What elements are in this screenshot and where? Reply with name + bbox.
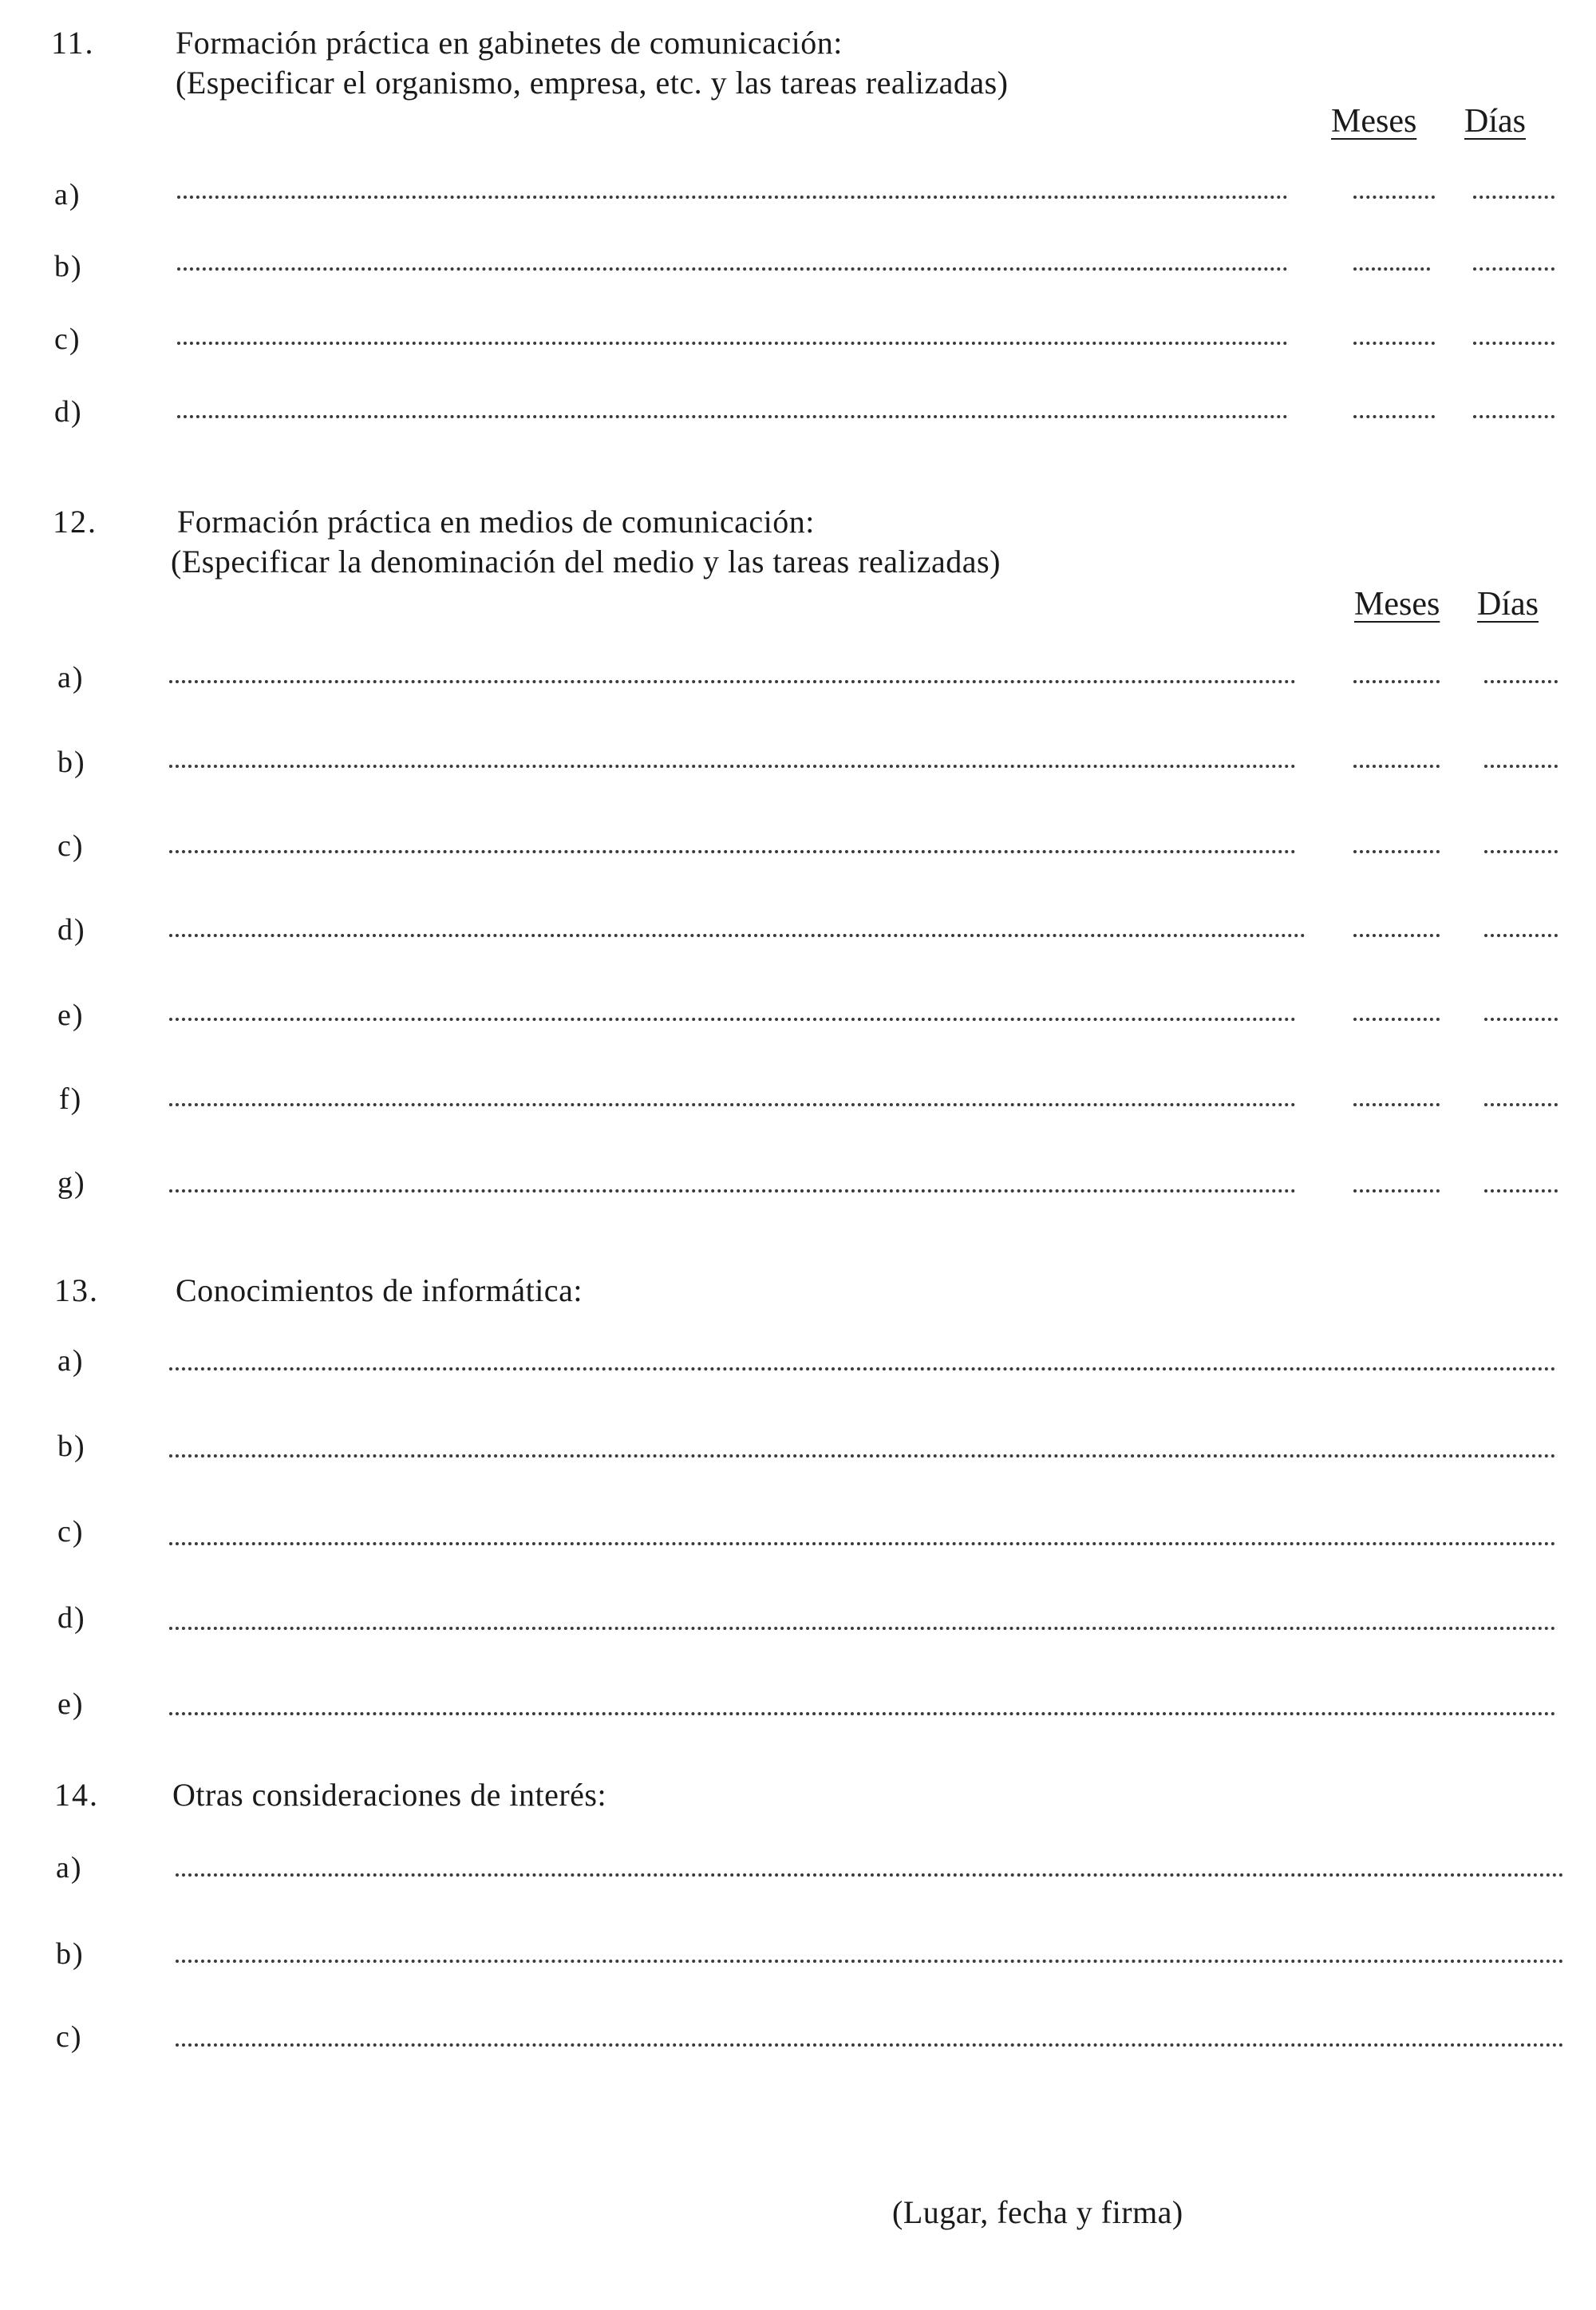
item-letter: b) bbox=[54, 250, 83, 283]
item-letter: e) bbox=[57, 999, 85, 1032]
section-title: Conocimientos de informática: bbox=[176, 1272, 583, 1308]
section-title: Otras consideraciones de interés: bbox=[172, 1777, 607, 1813]
meses-field[interactable] bbox=[1353, 267, 1430, 271]
item-letter: f) bbox=[59, 1082, 83, 1116]
dias-field[interactable] bbox=[1484, 1103, 1558, 1106]
description-field[interactable] bbox=[169, 1542, 1556, 1545]
column-header-meses: Meses bbox=[1354, 586, 1440, 623]
dias-field[interactable] bbox=[1484, 680, 1558, 683]
description-field[interactable] bbox=[169, 765, 1296, 768]
meses-field[interactable] bbox=[1353, 196, 1435, 199]
description-field[interactable] bbox=[169, 1189, 1296, 1193]
item-letter: b) bbox=[56, 1937, 85, 1971]
meses-field[interactable] bbox=[1353, 680, 1440, 683]
dias-field[interactable] bbox=[1473, 342, 1555, 345]
item-letter: c) bbox=[57, 1515, 85, 1549]
meses-field[interactable] bbox=[1353, 934, 1440, 937]
signature-caption: (Lugar, fecha y firma) bbox=[892, 2194, 1183, 2230]
description-field[interactable] bbox=[169, 1454, 1556, 1458]
item-letter: a) bbox=[57, 1344, 85, 1378]
dias-field[interactable] bbox=[1484, 1018, 1558, 1021]
description-field[interactable] bbox=[177, 196, 1288, 199]
description-field[interactable] bbox=[169, 1103, 1296, 1106]
description-field[interactable] bbox=[176, 1873, 1564, 1877]
item-letter: b) bbox=[57, 1430, 86, 1463]
dias-field[interactable] bbox=[1484, 934, 1558, 937]
section-title: Formación práctica en medios de comunicación: bbox=[177, 504, 815, 540]
section-number: 12. bbox=[53, 504, 97, 540]
meses-field[interactable] bbox=[1353, 1103, 1440, 1106]
item-letter: c) bbox=[56, 2020, 83, 2054]
meses-field[interactable] bbox=[1353, 415, 1435, 418]
column-header-dias: Días bbox=[1464, 103, 1526, 140]
dias-field[interactable] bbox=[1473, 196, 1555, 199]
dias-field[interactable] bbox=[1484, 765, 1558, 768]
item-letter: d) bbox=[57, 1601, 86, 1635]
item-letter: a) bbox=[57, 661, 85, 694]
meses-field[interactable] bbox=[1353, 1018, 1440, 1021]
dias-field[interactable] bbox=[1484, 850, 1558, 853]
section-number: 11. bbox=[51, 25, 95, 61]
item-letter: a) bbox=[54, 178, 81, 212]
description-field[interactable] bbox=[169, 1018, 1296, 1021]
meses-field[interactable] bbox=[1353, 342, 1435, 345]
item-letter: d) bbox=[54, 395, 83, 429]
description-field[interactable] bbox=[177, 342, 1288, 345]
item-letter: c) bbox=[54, 322, 81, 356]
item-letter: g) bbox=[57, 1166, 86, 1200]
section-number: 13. bbox=[54, 1272, 99, 1308]
description-field[interactable] bbox=[169, 1367, 1556, 1371]
section-title: Formación práctica en gabinetes de comunicación: bbox=[176, 25, 843, 61]
section-subtitle: (Especificar el organismo, empresa, etc. y las tareas realizadas) bbox=[176, 65, 1009, 101]
meses-field[interactable] bbox=[1353, 850, 1440, 853]
dias-field[interactable] bbox=[1473, 415, 1555, 418]
description-field[interactable] bbox=[176, 1960, 1564, 1963]
description-field[interactable] bbox=[177, 267, 1288, 271]
description-field[interactable] bbox=[169, 680, 1296, 683]
description-field[interactable] bbox=[169, 850, 1296, 853]
column-header-meses: Meses bbox=[1331, 103, 1417, 140]
item-letter: d) bbox=[57, 913, 86, 947]
item-letter: e) bbox=[57, 1687, 85, 1721]
section-number: 14. bbox=[54, 1777, 99, 1813]
meses-field[interactable] bbox=[1353, 765, 1440, 768]
column-header-dias: Días bbox=[1477, 586, 1539, 623]
dias-field[interactable] bbox=[1484, 1189, 1558, 1193]
description-field[interactable] bbox=[169, 1712, 1556, 1715]
item-letter: a) bbox=[56, 1851, 83, 1885]
description-field[interactable] bbox=[169, 1627, 1556, 1630]
description-field[interactable] bbox=[177, 415, 1288, 418]
item-letter: c) bbox=[57, 829, 85, 863]
description-field[interactable] bbox=[176, 2043, 1564, 2047]
section-subtitle: (Especificar la denominación del medio y las tareas realizadas) bbox=[171, 544, 1001, 579]
description-field[interactable] bbox=[169, 934, 1306, 937]
meses-field[interactable] bbox=[1353, 1189, 1440, 1193]
item-letter: b) bbox=[57, 746, 86, 779]
dias-field[interactable] bbox=[1473, 267, 1555, 271]
